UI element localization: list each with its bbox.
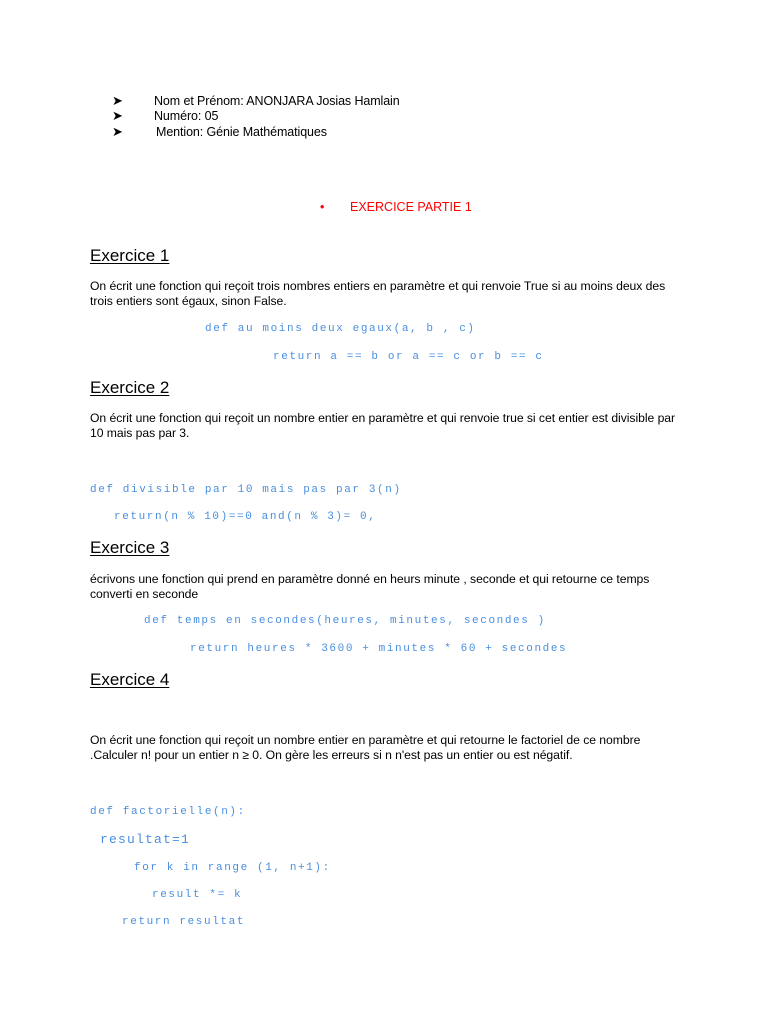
exercise-4-code-line-1: def factorielle(n): — [90, 806, 246, 818]
arrow-bullet-icon: ➤ — [112, 93, 123, 108]
exercise-3-code-line-1: def temps en secondes(heures, minutes, secondes ) — [144, 615, 546, 627]
exercise-2-statement: On écrit une fonction qui reçoit un nombre entier en paramètre et qui renvoie true si cet entier est divisible par 10 mais pas par 3. — [90, 411, 676, 441]
exercise-3-heading: Exercice 3 — [90, 538, 170, 557]
exercise-3-statement: écrivons une fonction qui prend en paramètre donné en heurs minute , seconde et qui retourne ce temps converti en seconde — [90, 572, 650, 602]
exercise-1-code-line-2: return a == b or a == c or b == c — [273, 351, 544, 363]
exercise-1-heading: Exercice 1 — [90, 246, 170, 265]
bullet-icon: • — [320, 200, 325, 214]
exercise-2-heading: Exercice 2 — [90, 378, 170, 397]
exercise-3-code-line-2: return heures * 3600 + minutes * 60 + secondes — [190, 643, 568, 655]
exercise-4-heading: Exercice 4 — [90, 670, 170, 689]
exercise-1-statement: On écrit une fonction qui reçoit trois nombres entiers en paramètre et qui renvoie True si au moins deux des trois entiers sont égaux, sinon False. — [90, 279, 666, 309]
exercise-4-code-line-2: resultat=1 — [100, 832, 191, 847]
exercise-1-code-line-1: def au moins deux egaux(a, b , c) — [205, 323, 476, 335]
student-name: Nom et Prénom: ANONJARA Josias Hamlain — [154, 94, 400, 108]
exercise-2-code-line-2: return(n % 10)==0 and(n % 3)= 0, — [114, 511, 377, 523]
student-number: Numéro: 05 — [154, 109, 219, 123]
part-title-text: EXERCICE PARTIE 1 — [350, 200, 472, 214]
exercise-4-statement: On écrit une fonction qui reçoit un nombre entier en paramètre et qui retourne le factoriel de ce nombre .Calculer n! pour un entier n ≥ 0. On gère les erreurs si n n'est pas un entier ou est négatif. — [90, 733, 641, 763]
exercise-4-code-line-5: return resultat — [122, 916, 246, 928]
arrow-bullet-icon: ➤ — [112, 124, 123, 139]
part-title — [320, 200, 472, 214]
exercise-4-code-line-3: for k in range (1, n+1): — [134, 862, 331, 874]
arrow-bullet-icon: ➤ — [112, 108, 123, 123]
exercise-4-code-line-4: result *= k — [152, 889, 243, 901]
student-mention: Mention: Génie Mathématiques — [156, 125, 327, 139]
exercise-2-code-line-1: def divisible par 10 mais pas par 3(n) — [90, 484, 402, 496]
